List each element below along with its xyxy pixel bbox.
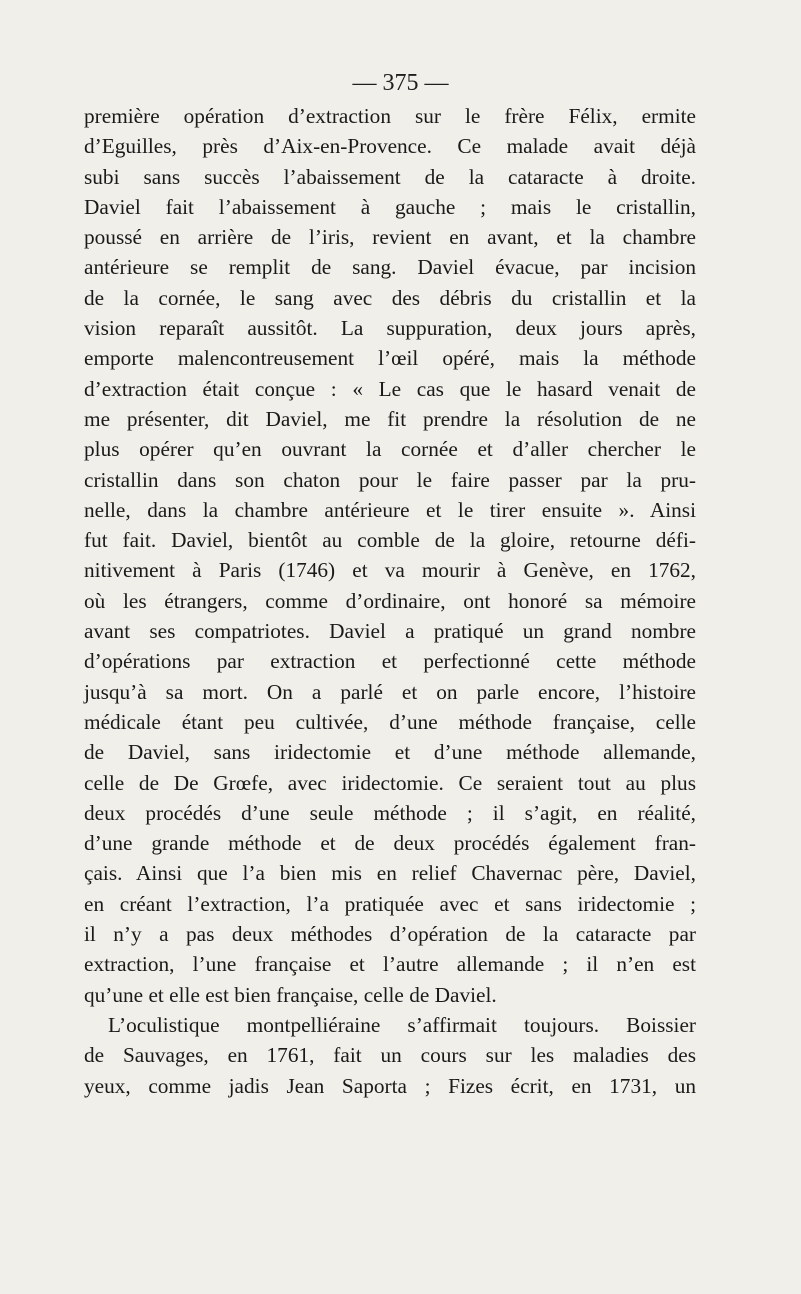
text-line: médicale étant peu cultivée, d’une méthode française, celle [84, 709, 696, 734]
text-line: çais. Ainsi que l’a bien mis en relief Chavernac père, Daviel, [84, 861, 696, 886]
text-line: extraction, l’une française et l’autre allemande ; il n’en est [84, 952, 696, 977]
text-line: celle de De Grœfe, avec iridectomie. Ce seraient tout au plus [84, 770, 696, 795]
text-line: cristallin dans son chaton pour le faire passer par la pru- [84, 467, 696, 492]
text-line: qu’une et elle est bien française, celle de Daviel. [84, 982, 497, 1007]
text-line: il n’y a pas deux méthodes d’opération de la cataracte par [84, 922, 696, 947]
text-line: de la cornée, le sang avec des débris du cristallin et la [84, 285, 696, 310]
text-line: Daviel fait l’abaissement à gauche ; mais le cristallin, [84, 194, 696, 219]
text-line: d’extraction était conçue : « Le cas que le hasard venait de [84, 376, 696, 401]
text-line: où les étrangers, comme d’ordinaire, ont honoré sa mémoire [84, 588, 696, 613]
text-line: nitivement à Paris (1746) et va mourir à Genève, en 1762, [84, 558, 696, 583]
text-line: antérieure se remplit de sang. Daviel évacue, par incision [84, 255, 696, 280]
text-line: nelle, dans la chambre antérieure et le tirer ensuite ». Ainsi [84, 497, 696, 522]
text-line: emporte malencontreusement l’œil opéré, mais la méthode [84, 346, 696, 371]
text-line: subi sans succès l’abaissement de la cataracte à droite. [84, 164, 696, 189]
text-line: de Daviel, sans iridectomie et d’une méthode allemande, [84, 740, 696, 765]
text-line: de Sauvages, en 1761, fait un cours sur les maladies des [84, 1043, 696, 1068]
text-line: d’Eguilles, près d’Aix-en-Provence. Ce malade avait déjà [84, 134, 696, 159]
text-line: d’une grande méthode et de deux procédés également fran- [84, 831, 696, 856]
text-line: poussé en arrière de l’iris, revient en avant, et la chambre [84, 225, 696, 250]
text-line: deux procédés d’une seule méthode ; il s’agit, en réalité, [84, 800, 696, 825]
text-line: plus opérer qu’en ouvrant la cornée et d’aller chercher le [84, 437, 696, 462]
text-line: d’opérations par extraction et perfectionné cette méthode [84, 649, 696, 674]
text-line: L’oculistique montpelliéraine s’affirmait toujours. Boissier [108, 1012, 696, 1037]
text-line: en créant l’extraction, l’a pratiquée avec et sans iridectomie ; [84, 891, 696, 916]
body-text [84, 101, 696, 1101]
page-number: — 375 — [352, 70, 449, 96]
text-line: avant ses compatriotes. Daviel a pratiqué un grand nombre [84, 619, 696, 644]
text-line: fut fait. Daviel, bientôt au comble de la gloire, retourne défi- [84, 528, 696, 553]
text-line: vision reparaît aussitôt. La suppuration, deux jours après, [84, 316, 696, 341]
text-line: yeux, comme jadis Jean Saporta ; Fizes écrit, en 1731, un [84, 1073, 696, 1098]
text-line: première opération d’extraction sur le frère Félix, ermite [84, 104, 696, 128]
text-line: me présenter, dit Daviel, me fit prendre la résolution de ne [84, 406, 696, 431]
text-line: jusqu’à sa mort. On a parlé et on parle encore, l’histoire [84, 679, 696, 704]
